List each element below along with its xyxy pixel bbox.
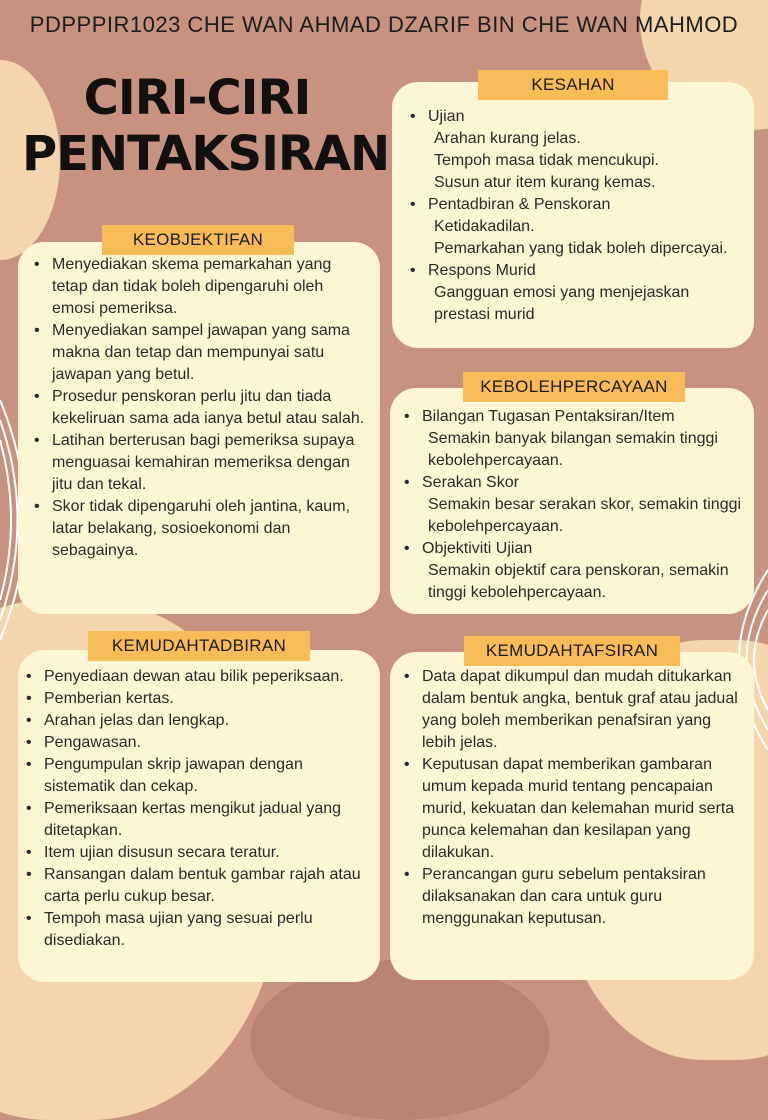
card-keobjektifan <box>18 242 380 614</box>
list-item: • Latihan berterusan bagi pemeriksa supaya menguasai kemahiran memeriksa dengan jitu dan tekal. <box>28 430 368 496</box>
heading-keobjektifan: KEOBJEKTIFAN <box>102 225 294 255</box>
page-title <box>22 70 390 182</box>
heading-kesahan: KESAHAN <box>478 70 668 100</box>
list-item: • Pemeriksaan kertas mengikut jadual yang ditetapkan. <box>20 798 372 842</box>
list-item: • Pengumpulan skrip jawapan dengan sistematik dan cekap. <box>20 754 372 798</box>
heading-kemudahtafsiran: KEMUDAHTAFSIRAN <box>464 636 680 666</box>
card-kesahan <box>392 82 754 348</box>
list-item: • Ujian Arahan kurang jelas. Tempoh masa tidak mencukupi. Susun atur item kurang kemas. <box>404 106 740 194</box>
decor-blob-bottom-center <box>250 960 550 1120</box>
card-kemudahtadbiran <box>18 650 380 982</box>
list-item: • Prosedur penskoran perlu jitu dan tiada kekeliruan sama ada ianya betul atau salah. <box>28 386 368 430</box>
list-item: • Menyediakan sampel jawapan yang sama makna dan tetap dan mempunyai satu jawapan yang betul. <box>28 320 368 386</box>
list-item: • Bilangan Tugasan Pentaksiran/Item Semakin banyak bilangan semakin tinggi kebolehpercayaan. <box>398 406 744 472</box>
list-item: • Pentadbiran & Penskoran Ketidakadilan. Pemarkahan yang tidak boleh dipercayai. <box>404 194 740 260</box>
title-line-1: CIRI-CIRI <box>83 70 311 126</box>
list-item: • Objektiviti Ujian Semakin objektif cara penskoran, semakin tinggi kebolehpercayaan. <box>398 538 744 604</box>
card-kebolehpercayaan <box>390 388 754 614</box>
kebolehpercayaan-list <box>398 406 744 604</box>
list-item: • Penyediaan dewan atau bilik peperiksaan. <box>20 666 372 688</box>
list-item: • Arahan jelas dan lengkap. <box>20 710 372 732</box>
list-item: • Skor tidak dipengaruhi oleh jantina, kaum, latar belakang, sosioekonomi dan sebagainya. <box>28 496 368 562</box>
author-header: PDPPPIR1023 CHE WAN AHMAD DZARIF BIN CHE WAN MAHMOD <box>29 12 739 37</box>
list-item: • Keputusan dapat memberikan gambaran umum kepada murid tentang pencapaian murid, kekuatan dan kelemahan murid serta punca kelemahan dan kesilapan yang dilakukan. <box>398 754 744 864</box>
keobjektifan-list <box>28 254 368 562</box>
list-item: • Pemberian kertas. <box>20 688 372 710</box>
heading-kemudahtadbiran: KEMUDAHTADBIRAN <box>88 631 310 661</box>
title-line-2: PENTAKSIRAN <box>22 126 390 182</box>
heading-kebolehpercayaan: KEBOLEHPERCAYAAN <box>463 372 685 402</box>
list-item: • Perancangan guru sebelum pentaksiran dilaksanakan dan cara untuk guru menggunakan keputusan. <box>398 864 744 930</box>
list-item: • Respons Murid Gangguan emosi yang menjejaskan prestasi murid <box>404 260 740 326</box>
kemudahtadbiran-list <box>20 666 372 952</box>
list-item: • Pengawasan. <box>20 732 372 754</box>
list-item: • Item ujian disusun secara teratur. <box>20 842 372 864</box>
list-item: • Menyediakan skema pemarkahan yang tetap dan tidak boleh dipengaruhi oleh emosi pemeriksa. <box>28 254 368 320</box>
kemudahtafsiran-list <box>398 666 744 930</box>
list-item: • Tempoh masa ujian yang sesuai perlu disediakan. <box>20 908 372 952</box>
list-item: • Serakan Skor Semakin besar serakan skor, semakin tinggi kebolehpercayaan. <box>398 472 744 538</box>
list-item: • Ransangan dalam bentuk gambar rajah atau carta perlu cukup besar. <box>20 864 372 908</box>
list-item: • Data dapat dikumpul dan mudah ditukarkan dalam bentuk angka, bentuk graf atau jadual yang boleh memberikan penafsiran yang lebih jelas. <box>398 666 744 754</box>
kesahan-list <box>404 106 740 326</box>
card-kemudahtafsiran <box>390 652 754 980</box>
